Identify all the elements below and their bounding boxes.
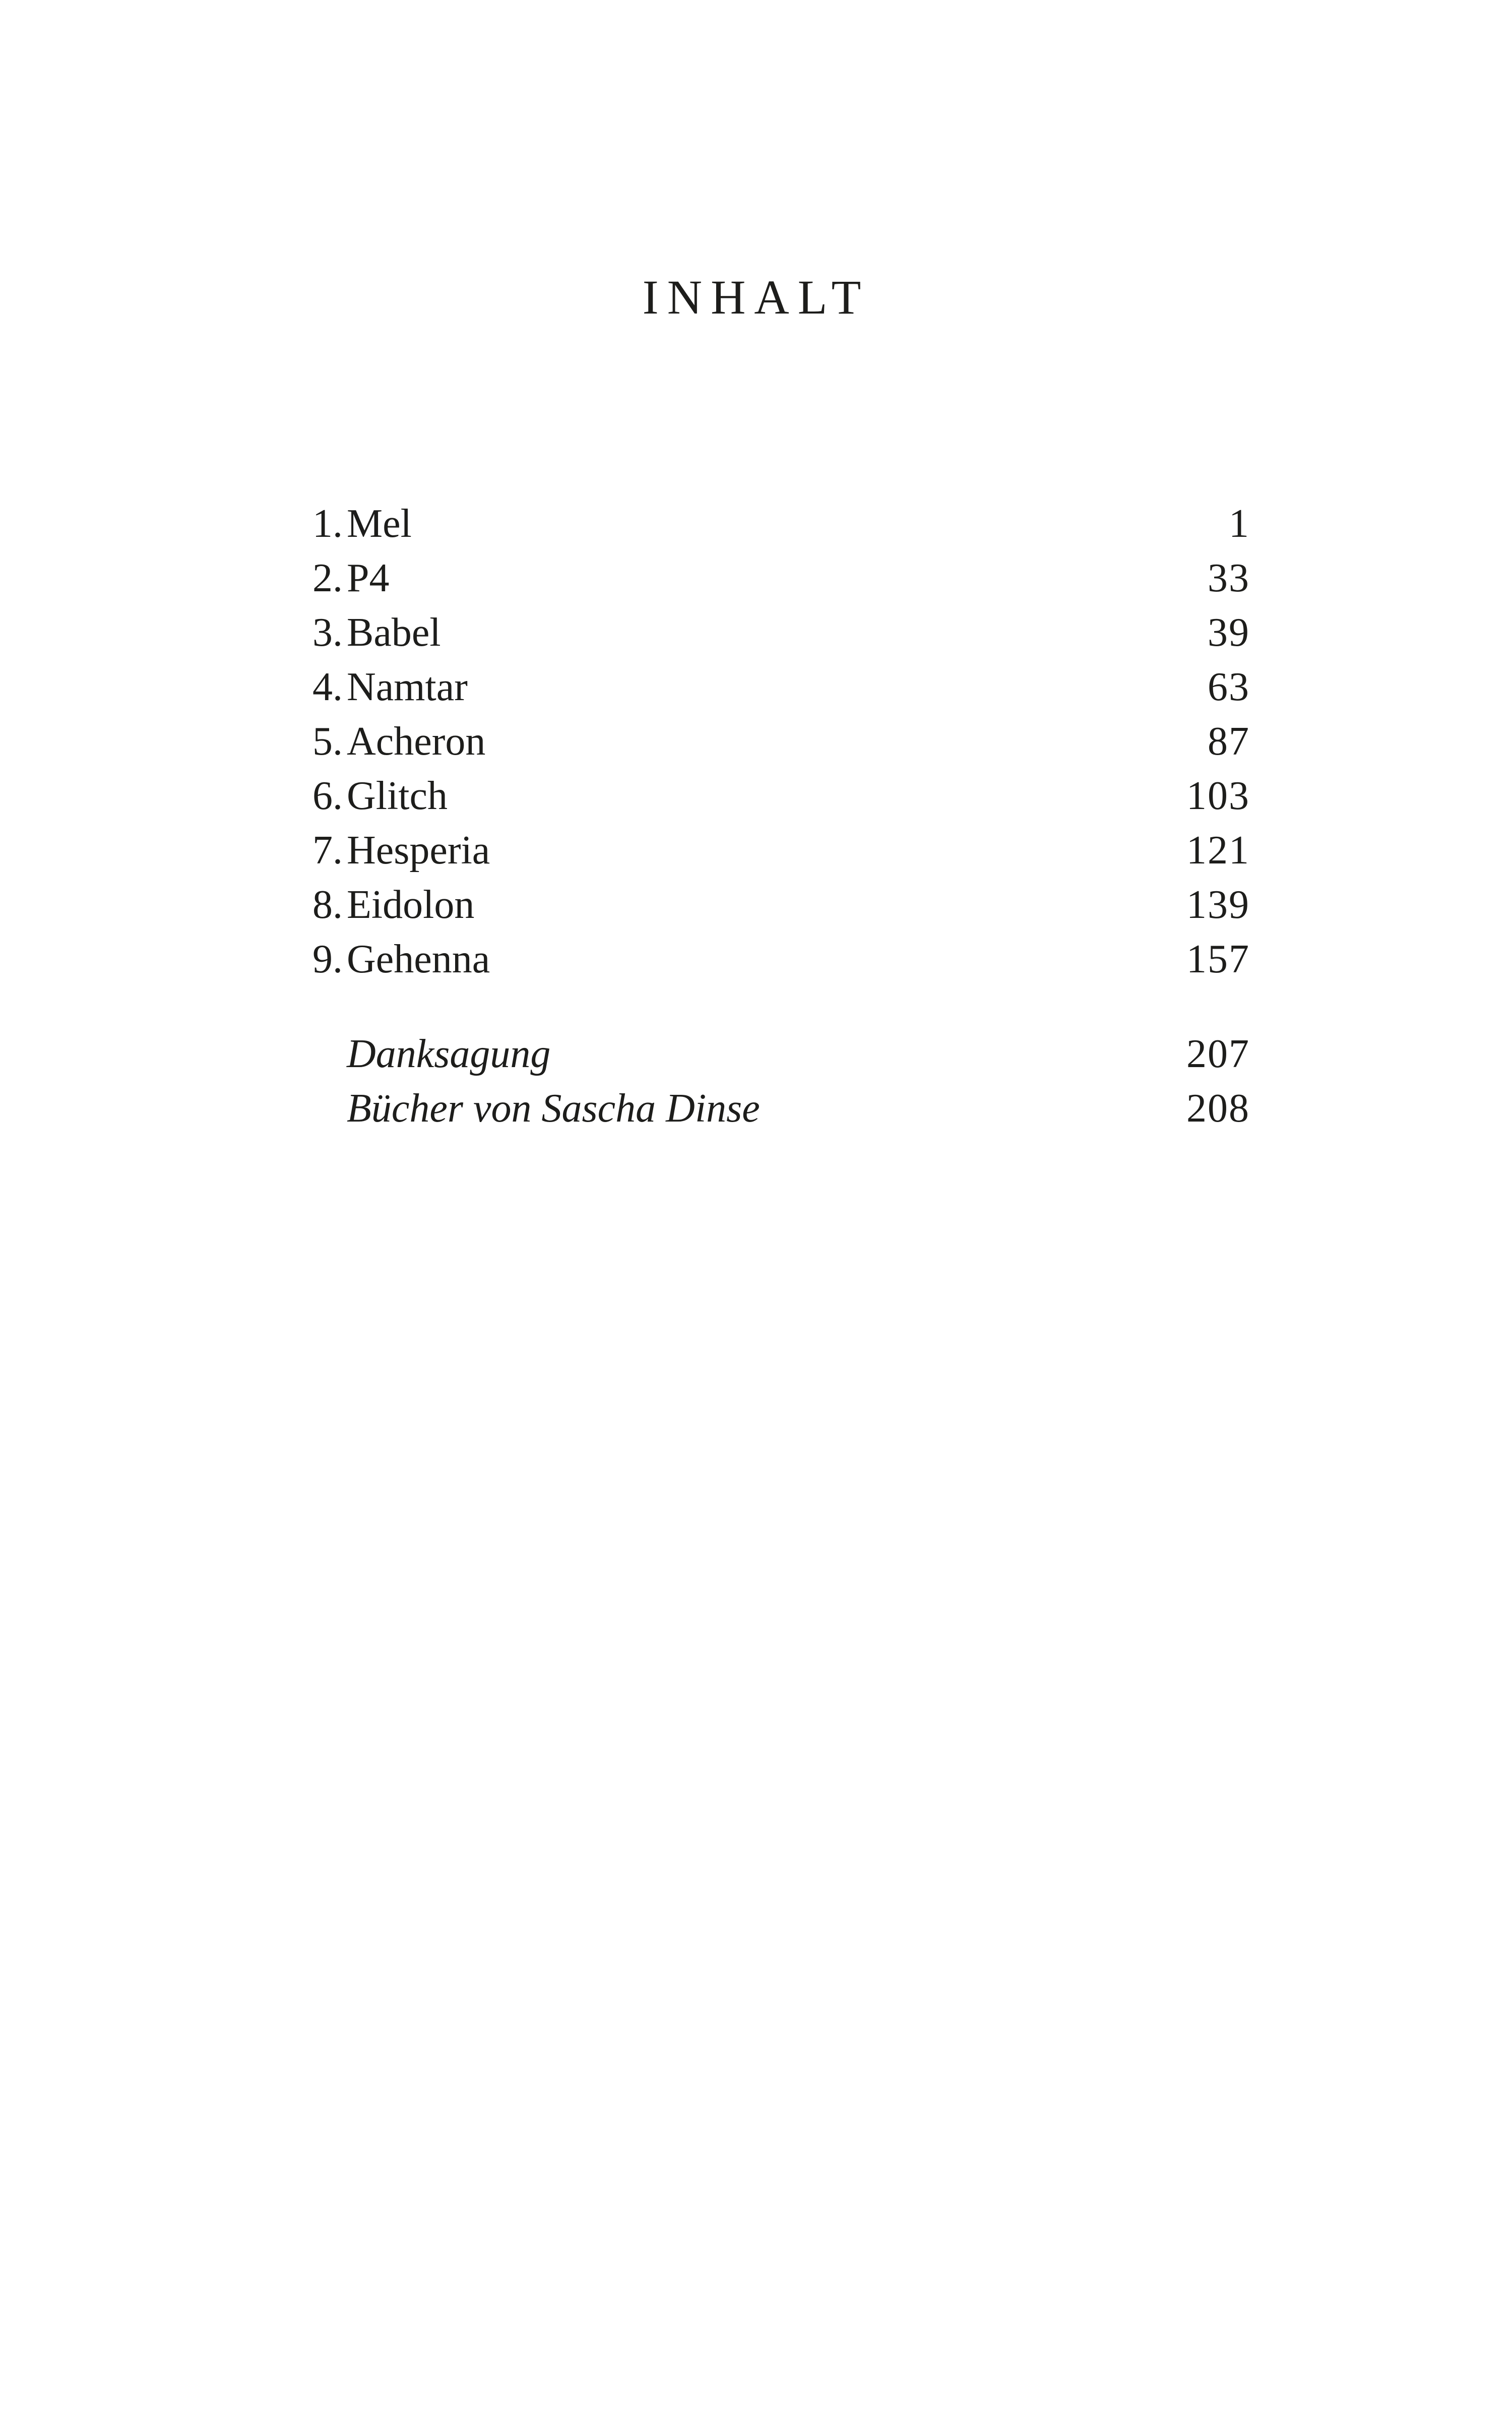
toc-entry (302, 497, 1250, 551)
toc-entry (302, 660, 1250, 714)
toc-entry (302, 769, 1250, 823)
table-of-contents (302, 497, 1250, 1136)
extras-list (302, 1027, 1250, 1136)
toc-entry (302, 878, 1250, 932)
page-number: 33 (1208, 556, 1250, 600)
chapter-title: Acheron (347, 719, 486, 764)
toc-entry-extra (302, 1081, 1250, 1136)
chapter-number: 3. (312, 610, 343, 655)
page-number: 87 (1208, 719, 1250, 764)
page-number: 39 (1208, 610, 1250, 655)
chapter-number: 9. (312, 937, 343, 981)
chapter-title: Glitch (347, 774, 448, 818)
page-number: 103 (1186, 774, 1250, 818)
toc-entry-extra (302, 1027, 1250, 1081)
chapter-number: 6. (312, 774, 343, 818)
chapter-title: Eidolon (347, 883, 475, 927)
page-number: 157 (1186, 937, 1250, 981)
chapter-title: P4 (347, 556, 390, 600)
chapter-title: Babel (347, 610, 441, 655)
section-gap (302, 986, 1250, 1027)
toc-entry (302, 714, 1250, 769)
page-number: 1 (1229, 502, 1250, 546)
page-number: 63 (1208, 665, 1250, 709)
toc-entry (302, 932, 1250, 986)
toc-entry (302, 551, 1250, 605)
page-number: 207 (1186, 1032, 1250, 1076)
extra-title: Bücher von Sascha Dinse (347, 1086, 760, 1131)
chapter-title: Hesperia (347, 828, 490, 873)
page-number: 139 (1186, 883, 1250, 927)
toc-entry (302, 605, 1250, 660)
chapter-title: Gehenna (347, 937, 490, 981)
chapter-title: Mel (347, 502, 412, 546)
extra-title: Danksagung (347, 1032, 551, 1076)
page-title: INHALT (642, 270, 870, 324)
chapter-number: 2. (312, 556, 343, 600)
chapter-number: 7. (312, 828, 343, 873)
toc-entry (302, 823, 1250, 878)
page-number: 121 (1186, 828, 1250, 873)
chapter-list (302, 497, 1250, 986)
chapter-number: 5. (312, 719, 343, 764)
chapter-number: 1. (312, 502, 343, 546)
chapter-title: Namtar (347, 665, 468, 709)
chapter-number: 8. (312, 883, 343, 927)
page-number: 208 (1186, 1086, 1250, 1131)
chapter-number: 4. (312, 665, 343, 709)
